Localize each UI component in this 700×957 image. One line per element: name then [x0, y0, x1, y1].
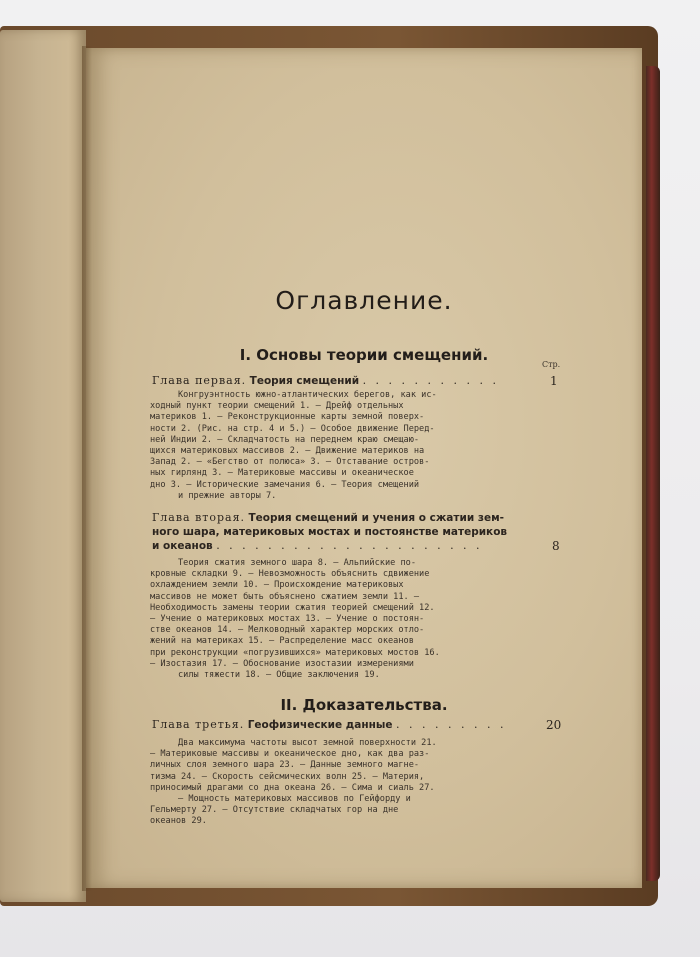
open-book [0, 26, 660, 906]
description-line: ней Индии 2. — Складчатость на переднем краю смещаю- [150, 434, 420, 445]
section-heading-1: I. Основы теории смещений. [239, 346, 489, 364]
leader-dots: . . . . . . . . . [396, 718, 507, 731]
section-heading-2: II. Доказательства. [280, 696, 448, 714]
description-line: щихся материковых массивов 2. — Движение материков на [150, 446, 425, 457]
description-line: при реконструкции «погрузившихся» материковых мостов 16. [150, 647, 440, 658]
description-line: Гельмерту 27. — Отсутствие складчатых гор на дне [150, 805, 399, 816]
page-gutter-shadow [82, 46, 92, 891]
description-line: жений на материках 15. — Распределение масс океанов [150, 636, 414, 647]
description-line: — Изостазия 17. — Обоснование изостазии измерениями [150, 658, 414, 669]
description-line: тизма 24. — Скорость сейсмических волн 25. — Материя, [150, 771, 425, 782]
chapter-3-description [150, 738, 550, 828]
description-line: ных гирлянд 3. — Материковые массивы и океаническое [150, 468, 414, 479]
description-line: массивов не может быть объяснено сжатием земли 11. — [150, 591, 420, 602]
description-line: и прежние авторы 7. [178, 490, 277, 501]
description-line: Теория сжатия земного шара 8. — Альпийские по- [178, 558, 416, 568]
leader-dots: . . . . . . . . . . . [362, 374, 499, 387]
description-line: — Учение о материковых мостах 13. — Учение о постоян- [150, 614, 425, 625]
chapter-title: Теория смещений [249, 375, 360, 387]
description-line: материков 1. — Реконструкционные карты земной поверх- [150, 412, 425, 423]
leader-dots: . . . . . . . . . . . . . . . . . . . . . [216, 539, 483, 552]
chapter-2-entry [152, 511, 572, 553]
description-line: стве океанов 14. — Мелководный характер морских отло- [150, 625, 425, 636]
chapter-label: Глава вторая. [152, 511, 246, 524]
chapter-2-page: 8 [552, 539, 560, 553]
contents-page [86, 48, 642, 888]
page-title: Оглавление. [275, 286, 453, 315]
left-page-edge [0, 30, 86, 902]
chapter-1-description [150, 390, 550, 502]
chapter-title: Теория смещений и учения о сжатии зем- [248, 512, 505, 524]
description-line: Запад 2. — «Бегство от полюса» 3. — Отставание остров- [150, 457, 430, 468]
description-line: дно 3. — Исторические замечания 6. — Теория смещений [150, 479, 420, 490]
description-line: Конгруэнтность южно-атлантических берегов, как ис- [178, 390, 437, 400]
chapter-title: Геофизические данные [247, 719, 393, 731]
chapter-3-entry [152, 718, 572, 732]
chapter-title: и океанов [152, 540, 213, 552]
chapter-label: Глава первая. [152, 374, 247, 387]
description-line: ходный пункт теории смещений 1. — Дрейф отдельных [150, 401, 404, 412]
description-line: силы тяжести 18. — Общие заключения 19. [178, 670, 380, 681]
description-line: приносимый драгами со дна океана 26. — Сима и сиаль 27. [150, 782, 435, 793]
description-line: личных слоя земного шара 23. — Данные земного магне- [150, 760, 420, 771]
chapter-3-page: 20 [546, 718, 562, 732]
description-line: кровные складки 9. — Невозможность объяснить сдвижение [150, 569, 430, 580]
description-line: — Материковые массивы и океаническое дно, как два раз- [150, 749, 430, 760]
description-line: Два максимума частоты высот земной поверхности 21. [178, 738, 437, 748]
description-line: охлаждением земли 10. — Происхождение материковых [150, 580, 404, 591]
chapter-2-description [150, 558, 550, 681]
description-line: Необходимость замены теории сжатия теорией смещений 12. [150, 602, 435, 613]
chapter-1-page: 1 [550, 374, 558, 388]
description-line: — Мощность материковых массивов по Гейфорду и [178, 794, 411, 805]
book-spine-edge [646, 66, 660, 881]
description-line: океанов 29. [150, 816, 207, 827]
description-line: ности 2. (Рис. на стр. 4 и 5.) — Особое движение Перед- [150, 423, 435, 434]
chapter-title: ного шара, материковых мостах и постоянстве материков [152, 526, 508, 538]
chapter-1-entry [152, 374, 572, 388]
page-column-label: Стр. [542, 360, 561, 369]
chapter-label: Глава третья. [152, 718, 245, 731]
